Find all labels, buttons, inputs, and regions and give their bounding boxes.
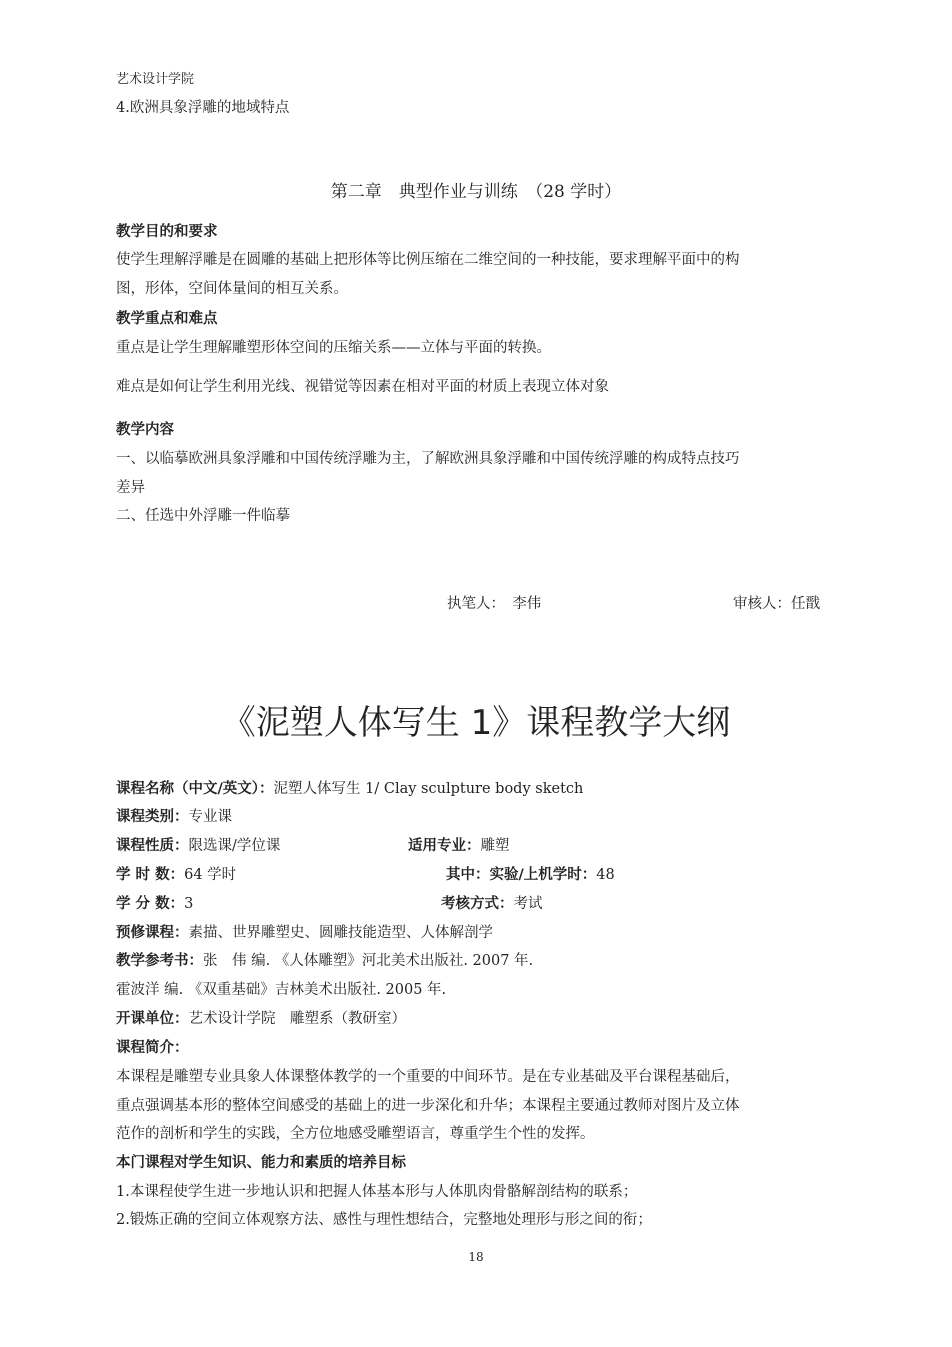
reference-value: 张 伟 编. 《人体雕塑》河北美术出版社. 2007 年. — [203, 953, 534, 969]
paragraph-line: 重点是让学生理解雕塑形体空间的压缩关系——立体与平面的转换。 — [116, 340, 551, 356]
reviewer-signature: 审核人：任戬 — [733, 596, 820, 612]
paragraph-line: 使学生理解浮雕是在圆雕的基础上把形体等比例压缩在二维空间的一种技能，要求理解平面中的构 — [116, 252, 740, 268]
prereq-label: 预修课程： — [116, 925, 189, 941]
section-heading: 教学重点和难点 — [116, 311, 218, 327]
paragraph-line: 图，形体，空间体量间的相互关系。 — [116, 281, 348, 297]
credits-row — [116, 894, 193, 914]
unit-value: 艺术设计学院 雕塑系（教研室） — [188, 1011, 406, 1027]
course-type-label: 课程类别： — [116, 809, 189, 825]
section-heading: 教学目的和要求 — [116, 224, 218, 240]
course-nature-row — [116, 836, 280, 856]
exam-value: 考试 — [513, 896, 543, 912]
reference-row — [116, 951, 533, 971]
paragraph-line: 范作的剖析和学生的实践，全方位地感受雕塑语言，尊重学生个性的发挥。 — [116, 1126, 595, 1142]
course-nature-label: 课程性质： — [116, 838, 189, 854]
lab-hours-row — [446, 865, 615, 885]
course-title: 《泥塑人体写生 1》课程教学大纲 — [221, 703, 731, 743]
reference-row-2: 霍波洋 编. 《双重基础》吉林美术出版社. 2005 年. — [116, 982, 447, 998]
paragraph-line: 一、以临摹欧洲具象浮雕和中国传统浮雕为主，了解欧洲具象浮雕和中国传统浮雕的构成特点技巧 — [116, 451, 740, 467]
course-name-label: 课程名称（中文/英文）： — [116, 781, 274, 797]
prereq-value: 素描、世界雕塑史、圆雕技能造型、人体解剖学 — [188, 925, 493, 941]
exam-row — [441, 894, 543, 914]
paragraph-line: 1.本课程使学生进一步地认识和把握人体基本形与人体肌肉骨骼解剖结构的联系； — [116, 1184, 638, 1200]
goal-heading: 本门课程对学生知识、能力和素质的培养目标 — [116, 1155, 406, 1171]
course-type-row — [116, 807, 232, 827]
page-header: 艺术设计学院 — [116, 72, 195, 87]
course-name-row — [116, 779, 583, 799]
paragraph-line: 2.锻炼正确的空间立体观察方法、感性与理性想结合，完整地处理形与形之间的衔； — [116, 1212, 652, 1228]
major-value: 雕塑 — [480, 838, 510, 854]
reference-label: 教学参考书： — [116, 953, 203, 969]
major-label: 适用专业： — [408, 838, 481, 854]
course-nature-value: 限选课/学位课 — [188, 838, 281, 854]
hours-row — [116, 865, 236, 885]
hours-label: 学 时 数： — [116, 867, 185, 883]
lab-hours-label: 其中：实验/上机学时： — [446, 867, 597, 883]
intro-label: 课程简介： — [116, 1040, 189, 1056]
section-heading: 教学内容 — [116, 422, 174, 438]
prereq-row — [116, 923, 493, 943]
major-row — [408, 836, 510, 856]
paragraph-line: 差异 — [116, 480, 145, 496]
credits-label: 学 分 数： — [116, 896, 185, 912]
paragraph-line: 二、任选中外浮雕一件临摹 — [116, 508, 290, 524]
page-number: 18 — [468, 1250, 484, 1264]
credits-value: 3 — [184, 896, 194, 912]
exam-label: 考核方式： — [441, 896, 514, 912]
writer-signature: 执笔人： 李伟 — [447, 596, 542, 612]
paragraph-line: 本课程是雕塑专业具象人体课整体教学的一个重要的中间环节。是在专业基础及平台课程基础后， — [116, 1069, 740, 1085]
course-type-value: 专业课 — [188, 809, 232, 825]
unit-label: 开课单位： — [116, 1011, 189, 1027]
list-item: 4.欧洲具象浮雕的地域特点 — [116, 100, 290, 116]
paragraph-line: 重点强调基本形的整体空间感受的基础上的进一步深化和升华；本课程主要通过教师对图片及立体 — [116, 1098, 740, 1114]
hours-value: 64 学时 — [184, 867, 237, 883]
chapter-title: 第二章 典型作业与训练 （28 学时） — [330, 182, 622, 202]
unit-row — [116, 1009, 406, 1029]
paragraph-line: 难点是如何让学生利用光线、视错觉等因素在相对平面的材质上表现立体对象 — [116, 379, 609, 395]
course-name-value: 泥塑人体写生 1/ Clay sculpture body sketch — [273, 781, 584, 797]
lab-hours-value: 48 — [596, 867, 615, 883]
